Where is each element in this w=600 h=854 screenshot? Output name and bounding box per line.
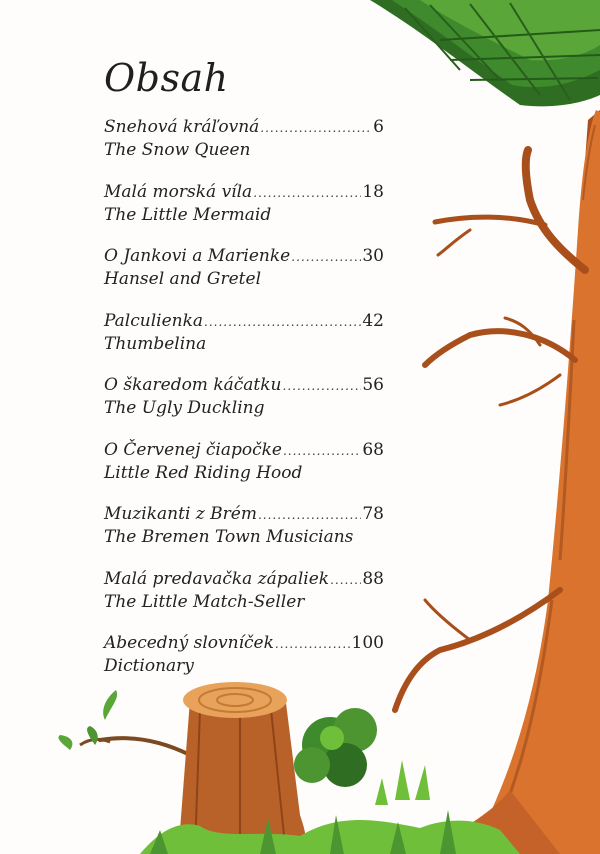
toc-entry <box>104 245 384 310</box>
toc-entry <box>104 439 384 504</box>
toc-title-en: Little Red Riding Hood <box>104 462 303 483</box>
dot-leader <box>258 504 361 526</box>
toc-entry <box>104 374 384 439</box>
toc-title-sk: O škaredom káčatku <box>104 375 282 395</box>
toc-title-sk: Palculienka <box>104 310 204 331</box>
toc-title-en: Hansel and Gretel <box>104 269 262 289</box>
toc-title-sk: Snehová kráľovná <box>104 117 260 137</box>
toc-title-en: The Bremen Town Musicians <box>104 527 354 547</box>
toc-title-sk: O Červenej čiapočke <box>104 439 282 460</box>
toc-title-sk: O Jankovi a Marienke <box>104 246 291 266</box>
dot-leader <box>260 117 372 139</box>
toc-page-number: 30 <box>362 246 384 266</box>
toc-entry <box>104 503 384 568</box>
toc-entry <box>104 632 384 697</box>
bush-art <box>294 708 377 787</box>
toc-page-number: 18 <box>362 181 384 202</box>
toc-entry <box>104 116 384 181</box>
dot-leader <box>283 375 362 397</box>
toc-title-sk: Malá morská víla <box>104 181 253 202</box>
tree-art <box>395 110 600 854</box>
toc-title-sk: Muzikanti z Brém <box>104 504 257 524</box>
toc-page-number: 42 <box>362 310 384 331</box>
dot-leader <box>291 246 361 268</box>
table-of-contents <box>104 116 384 697</box>
toc-entry <box>104 181 384 246</box>
toc-page-number: 6 <box>373 117 384 137</box>
toc-page-number: 88 <box>362 568 384 589</box>
toc-title-sk: Abecedný slovníček <box>104 633 274 653</box>
toc-page-number: 68 <box>362 439 384 460</box>
toc-title-en: The Little Match-Seller <box>104 591 305 612</box>
toc-title-en: Thumbelina <box>104 333 207 354</box>
page-title: Obsah <box>104 56 229 100</box>
toc-entry <box>104 568 384 633</box>
toc-title-sk: Malá predavačka zápaliek <box>104 568 330 589</box>
toc-title-en: Dictionary <box>104 656 194 676</box>
toc-page-number: 78 <box>362 504 384 524</box>
toc-entry <box>104 310 384 375</box>
toc-title-en: The Ugly Duckling <box>104 398 265 418</box>
dot-leader <box>283 440 361 462</box>
dot-leader <box>204 311 361 333</box>
toc-page-number: 100 <box>351 633 384 653</box>
toc-title-en: The Snow Queen <box>104 140 251 160</box>
dot-leader <box>330 569 361 591</box>
twig-art <box>58 690 190 755</box>
palm-leaves-art <box>370 0 600 106</box>
toc-title-en: The Little Mermaid <box>104 204 272 225</box>
dot-leader <box>253 182 361 204</box>
toc-page-number: 56 <box>362 375 384 395</box>
dot-leader <box>275 633 351 655</box>
